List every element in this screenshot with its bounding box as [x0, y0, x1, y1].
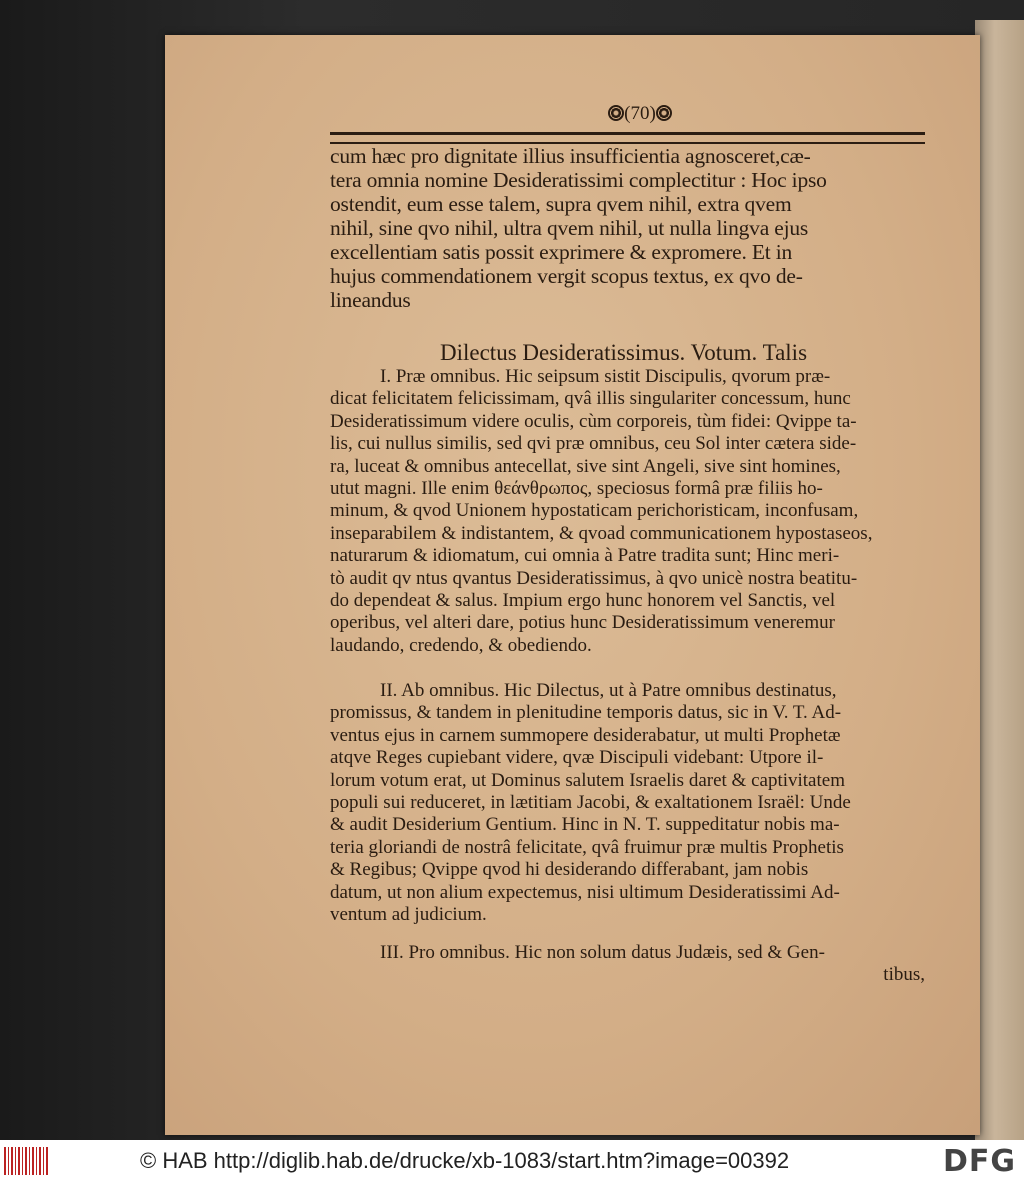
- text-line: utut magni. Ille enim θεάνθρωπος, speciosus formâ præ filiis ho-: [330, 477, 823, 499]
- text-line: ventum ad judicium.: [330, 903, 487, 925]
- text-line: tò audit qv ntus qvantus Desideratissimus, à qvo unicè nostra beatitu-: [330, 567, 858, 589]
- text-line: teria gloriandi de nostrâ felicitate, qvâ fruimur præ multis Prophetis: [330, 836, 844, 858]
- text-line: minum, & qvod Unionem hypostaticam perichoristicam, inconfusam,: [330, 500, 859, 522]
- footer-bar: [0, 1140, 1024, 1182]
- text-line: II. Ab omnibus. Hic Dilectus, ut à Patre omnibus destinatus,: [380, 680, 837, 701]
- text-line: lis, cui nullus similis, sed qvi præ omnibus, ceu Sol inter cætera side-: [330, 433, 857, 455]
- text-line: ostendit, eum esse talem, supra qvem nihil, extra qvem: [330, 192, 792, 216]
- page-number-header: [590, 103, 690, 133]
- text-line: cum hæc pro dignitate illius insufficientia agnosceret,cæ-: [330, 144, 811, 168]
- page-number: (70): [624, 103, 656, 124]
- intro-paragraph: [330, 144, 925, 312]
- section-one: [330, 366, 925, 657]
- text-line: datum, ut non alium expectemus, nisi ultimum Desideratissimi Ad-: [330, 881, 840, 903]
- text-line: III. Pro omnibus. Hic non solum datus Judæis, sed & Gen-: [380, 942, 825, 963]
- ornament-icon: [608, 105, 624, 121]
- text-line: & Regibus; Qvippe qvod hi desiderando differabant, jam nobis: [330, 859, 809, 881]
- text-line: Desideratissimum videre oculis, cùm corporeis, tùm fidei: Qvippe ta-: [330, 410, 857, 432]
- section-three: [330, 942, 925, 987]
- header-rule: [330, 132, 925, 144]
- text-line: & audit Desiderium Gentium. Hinc in N. T. suppeditatur nobis ma-: [330, 814, 840, 836]
- text-line: ventus ejus in carnem summopere desiderabatur, ut multi Prophetæ: [330, 724, 841, 746]
- text-line: lineandus: [330, 288, 411, 312]
- text-line: do dependeat & salus. Impium ergo hunc honorem vel Sanctis, vel: [330, 589, 836, 611]
- text-line: excellentiam satis possit exprimere & expromere. Et in: [330, 240, 793, 264]
- next-page-edge: [975, 20, 1024, 1140]
- text-line: I. Præ omnibus. Hic seipsum sistit Discipulis, qvorum præ-: [380, 366, 831, 387]
- text-line: populi sui reduceret, in lætitiam Jacobi, & exaltationem Israël: Unde: [330, 791, 851, 813]
- text-line: hujus commendationem vergit scopus textus, ex qvo de-: [330, 264, 803, 288]
- hab-barcode-icon: [4, 1147, 48, 1175]
- section-two: [330, 680, 925, 926]
- dfg-logo: DFG: [942, 1144, 1016, 1179]
- text-line: tera omnia nomine Desideratissimi complectitur : Hoc ipso: [330, 168, 827, 192]
- text-line: dicat felicitatem felicissimam, qvâ illis singulariter concessum, hunc: [330, 388, 851, 410]
- text-line: lorum votum erat, ut Dominus salutem Israelis daret & captivitatem: [330, 769, 845, 791]
- text-line: naturarum & idiomatum, cui omnia à Patre tradita sunt; Hinc meri-: [330, 545, 840, 567]
- text-line: promissus, & tandem in plenitudine temporis datus, sic in V. T. Ad-: [330, 702, 842, 724]
- ornament-icon: [656, 105, 672, 121]
- text-line: inseparabilem & indistantem, & qvoad communicationem hypostaseos,: [330, 522, 873, 544]
- text-line: ra, luceat & omnibus antecellat, sive sint Angeli, sive sint homines,: [330, 455, 841, 477]
- text-line: atqve Reges cupiebant videre, qvæ Discipuli videbant: Utpore il-: [330, 747, 824, 769]
- copyright-link[interactable]: © HAB http://diglib.hab.de/drucke/xb-1083/start.htm?image=00392: [140, 1148, 790, 1173]
- section-heading: Dilectus Desideratissimus. Votum. Talis: [440, 340, 808, 365]
- text-line: laudando, credendo, & obediendo.: [330, 634, 592, 656]
- text-line: operibus, vel alteri dare, potius hunc Desideratissimum veneremur: [330, 612, 835, 634]
- catchword: tibus,: [883, 964, 925, 986]
- text-line: nihil, sine qvo nihil, ultra qvem nihil, ut nulla lingva ejus: [330, 216, 809, 240]
